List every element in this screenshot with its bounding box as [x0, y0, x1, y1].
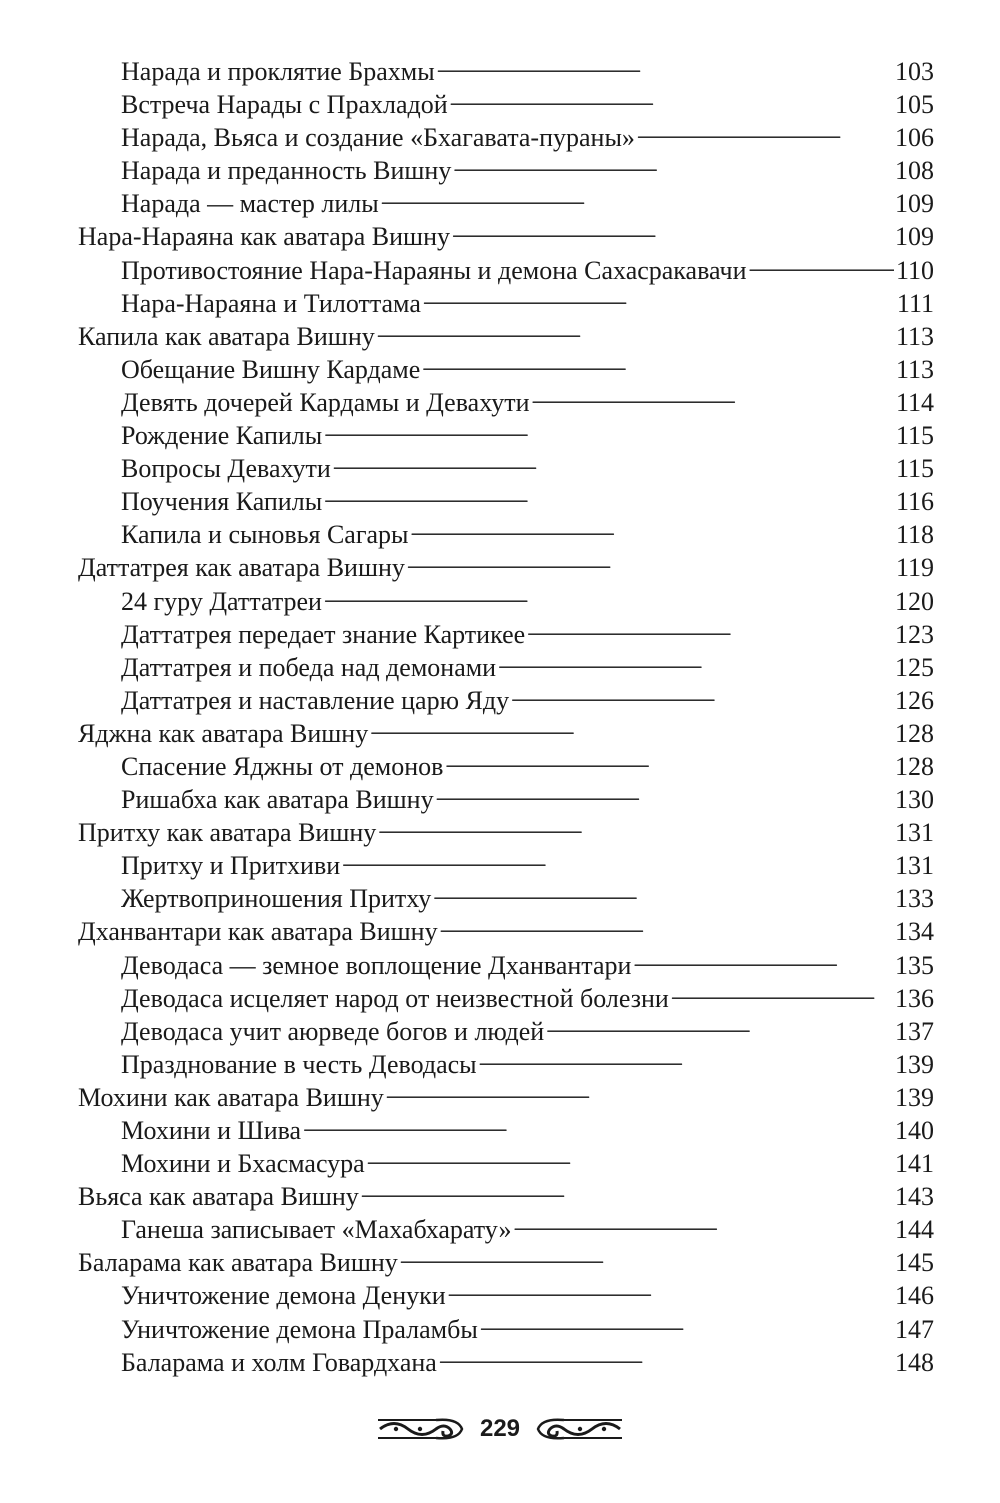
toc-section-row [78, 47, 934, 86]
toc-entry-page-number: 136 [895, 983, 934, 1013]
toc-entry-page-number: 131 [895, 851, 934, 881]
toc-entry-title: Ганеша записывает «Махабхарату» [121, 1215, 512, 1245]
toc-entry-title: Притху и Притхиви [121, 851, 341, 881]
toc-entry-title: Дханвантари как аватара Вишну [78, 917, 438, 947]
toc-entry-page-number: 109 [895, 189, 934, 219]
toc-entry-page-number: 135 [895, 950, 934, 980]
dot-leader [437, 47, 893, 80]
dot-leader [445, 742, 893, 775]
toc-entry-title: Нара-Нараяна и Тилоттама [121, 288, 421, 318]
toc-entry-page-number: 120 [895, 586, 934, 616]
dot-leader [422, 345, 894, 378]
toc-entry-title: Баларама и холм Говардхана [121, 1347, 437, 1377]
toc-entry-page-number: 133 [895, 884, 934, 914]
toc-entry-title: Яджна как аватара Вишну [78, 718, 369, 748]
toc-entry-page-number: 125 [895, 652, 934, 682]
dot-leader [498, 643, 893, 676]
dot-leader [324, 411, 894, 444]
scroll-ornament-right-icon [534, 1414, 624, 1444]
toc-entry-title: 24 гуру Даттатреи [121, 586, 322, 616]
toc-entry-title: Ришабха как аватара Вишну [121, 785, 434, 815]
dot-leader [633, 941, 893, 974]
toc-entry-page-number: 116 [895, 487, 934, 517]
toc-entry-title: Даттатрея как аватара Вишну [78, 553, 405, 583]
dot-leader [450, 80, 893, 113]
toc-entry-page-number: 137 [895, 1016, 934, 1046]
dot-leader [400, 1238, 893, 1271]
toc-entry-title: Поучения Капилы [121, 487, 323, 517]
page-footer [0, 1411, 1000, 1447]
toc-entry-title: Капила как аватара Вишну [78, 321, 375, 351]
toc-entry-page-number: 103 [895, 57, 934, 86]
dot-leader [361, 1172, 893, 1205]
dot-leader [749, 246, 894, 279]
dot-leader [324, 577, 893, 610]
dot-leader [671, 974, 893, 1007]
dot-leader [453, 146, 893, 179]
toc-entry-page-number: 118 [895, 520, 934, 550]
dot-leader [377, 312, 894, 345]
dot-leader [333, 444, 894, 477]
page-number: 229 [479, 1415, 521, 1442]
toc-entry-title: Даттатрея передает знание Картикее [121, 619, 526, 649]
toc-entry-title: Празднование в честь Деводасы [121, 1049, 477, 1079]
toc-entry-title: Баларама как аватара Вишну [78, 1248, 398, 1278]
toc-entry-page-number: 113 [895, 354, 934, 384]
toc-entry-page-number: 128 [895, 751, 934, 781]
toc-entry-page-number: 134 [895, 917, 934, 947]
toc-entry-page-number: 110 [895, 255, 934, 285]
dot-leader [381, 179, 893, 212]
dot-leader [342, 841, 893, 874]
dot-leader [546, 1007, 893, 1040]
toc-entry-title: Деводаса учит аюрведе богов и людей [121, 1016, 545, 1046]
table-of-contents [78, 47, 934, 1377]
toc-entry-title: Даттатрея и победа над демонами [121, 652, 497, 682]
toc-entry-page-number: 139 [895, 1049, 934, 1079]
toc-entry-page-number: 146 [895, 1281, 934, 1311]
dot-leader [527, 610, 893, 643]
toc-entry-title: Спасение Яджны от демонов [121, 751, 444, 781]
toc-entry-page-number: 145 [895, 1248, 934, 1278]
toc-entry-title: Мохини и Бхасмасура [121, 1149, 365, 1179]
toc-entry-title: Деводаса — земное воплощение Дханвантари [121, 950, 632, 980]
toc-entry-page-number: 130 [895, 785, 934, 815]
toc-entry-page-number: 108 [895, 156, 934, 186]
dot-leader [439, 1338, 893, 1371]
dot-leader [324, 477, 894, 510]
toc-entry-title: Нара-Нараяна как аватара Вишну [78, 222, 450, 252]
dot-leader [513, 1205, 893, 1238]
toc-entry-page-number: 143 [895, 1182, 934, 1212]
toc-entry-title: Обещание Вишну Кардаме [121, 354, 421, 384]
toc-entry-title: Даттатрея и наставление царю Яду [121, 685, 510, 715]
toc-entry-title: Нарада — мастер лилы [121, 189, 379, 219]
dot-leader [448, 1271, 893, 1304]
dot-leader [411, 510, 894, 543]
toc-entry-page-number: 147 [895, 1314, 934, 1344]
toc-entry-page-number: 139 [895, 1082, 934, 1112]
dot-leader [479, 1040, 893, 1073]
dot-leader [531, 378, 893, 411]
dot-leader [436, 775, 893, 808]
toc-entry-title: Нарада, Вьяса и создание «Бхагавата-пураны» [121, 123, 635, 153]
dot-leader [386, 1073, 893, 1106]
dot-leader [480, 1305, 893, 1338]
toc-entry-page-number: 119 [895, 553, 934, 583]
toc-entry-page-number: 113 [895, 321, 934, 351]
toc-entry-title: Девять дочерей Кардамы и Девахути [121, 387, 530, 417]
dot-leader [637, 113, 893, 146]
toc-entry-title: Уничтожение демона Денуки [121, 1281, 446, 1311]
dot-leader [452, 212, 893, 245]
scroll-ornament-left-icon [376, 1414, 466, 1444]
toc-entry-page-number: 115 [895, 421, 934, 451]
toc-entry-page-number: 148 [895, 1347, 934, 1377]
dot-leader [440, 907, 893, 940]
toc-entry-title: Противостояние Нара-Нараяны и демона Сахасракавачи [121, 255, 747, 285]
toc-entry-page-number: 111 [896, 288, 934, 318]
toc-entry-title: Вопросы Девахути [121, 454, 331, 484]
toc-entry-page-number: 114 [895, 387, 934, 417]
toc-entry-title: Мохини и Шива [121, 1116, 302, 1145]
toc-entry-page-number: 105 [895, 90, 934, 120]
toc-entry-page-number: 128 [895, 718, 934, 748]
dot-leader [303, 1106, 893, 1139]
toc-entry-page-number: 126 [895, 685, 934, 715]
toc-entry-title: Рождение Капилы [121, 421, 323, 451]
dot-leader [370, 709, 893, 742]
dot-leader [511, 676, 893, 709]
toc-entry-page-number: 115 [895, 454, 934, 484]
toc-entry-page-number: 144 [895, 1215, 934, 1245]
toc-entry-title: Деводаса исцеляет народ от неизвестной болезни [121, 983, 669, 1013]
dot-leader [407, 543, 894, 576]
toc-entry-title: Нарада и преданность Вишну [121, 156, 452, 186]
toc-entry-page-number: 109 [895, 222, 934, 252]
toc-entry-page-number: 141 [895, 1149, 934, 1179]
dot-leader [423, 279, 895, 312]
toc-entry-title: Встреча Нарады с Прахладой [121, 90, 448, 120]
dot-leader [433, 874, 893, 907]
toc-entry-page-number: 123 [895, 619, 934, 649]
toc-entry-title: Капила и сыновья Сагары [121, 520, 409, 550]
toc-entry-title: Вьяса как аватара Вишну [78, 1182, 359, 1212]
dot-leader [378, 808, 893, 841]
toc-entry-title: Жертвоприношения Притху [121, 884, 432, 914]
toc-entry-page-number: 140 [895, 1116, 934, 1145]
toc-entry-page-number: 106 [895, 123, 934, 153]
toc-entry-title: Мохини как аватара Вишну [78, 1082, 384, 1112]
dot-leader [367, 1139, 893, 1172]
toc-entry-page-number: 131 [895, 818, 934, 848]
toc-entry-title: Притху как аватара Вишну [78, 818, 377, 848]
toc-entry-title: Нарада и проклятие Брахмы [121, 57, 435, 86]
toc-entry-title: Уничтожение демона Праламбы [121, 1314, 478, 1344]
